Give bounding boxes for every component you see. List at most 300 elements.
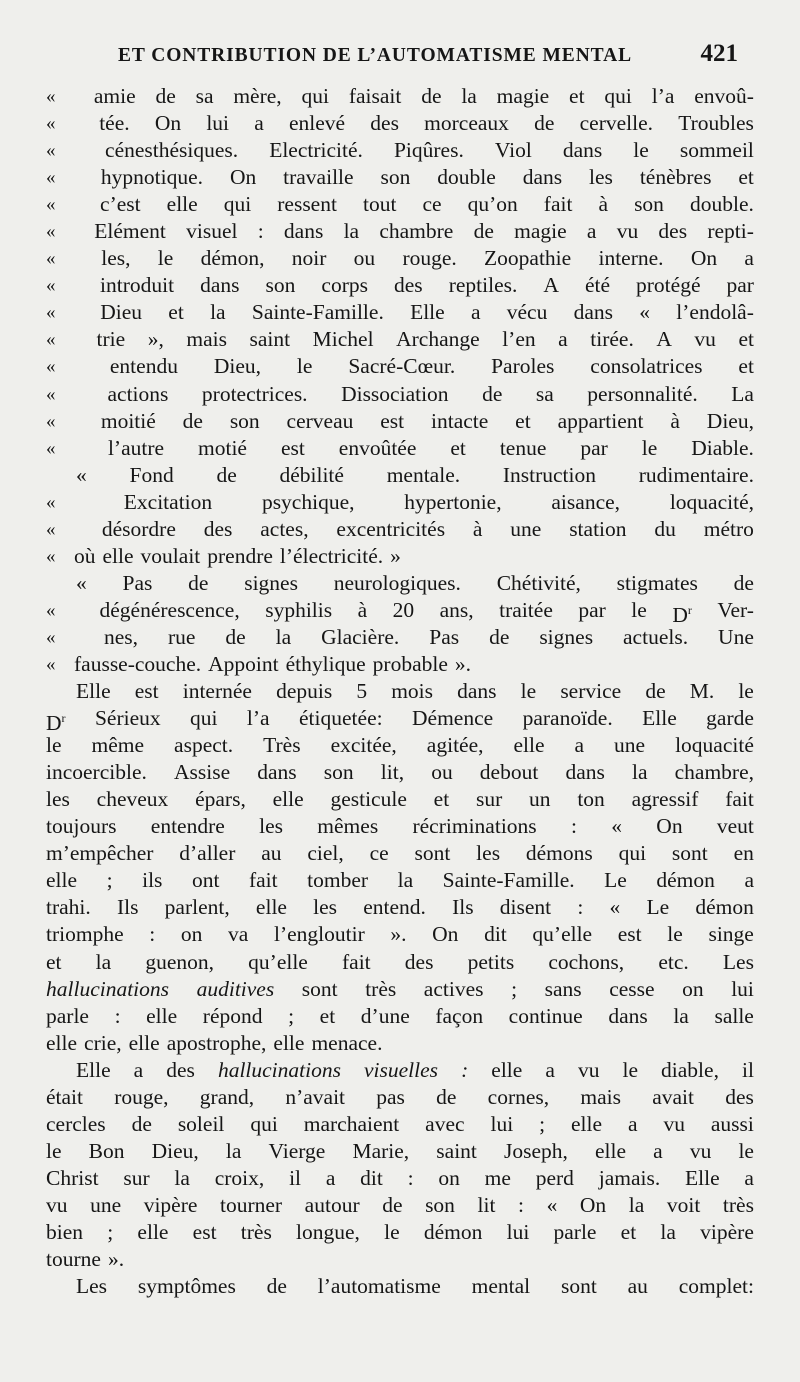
text-line [46, 516, 754, 543]
word: fait [725, 787, 754, 812]
word: il [289, 1165, 302, 1190]
text-line [46, 1192, 754, 1219]
word: d’une [360, 1003, 410, 1028]
word: Sérieux [94, 706, 161, 731]
word: me [484, 1165, 511, 1190]
word: : [149, 922, 156, 947]
word: saint [436, 1138, 477, 1163]
word: syphilis [265, 597, 333, 622]
word: lui [506, 1219, 530, 1244]
word: son [634, 192, 664, 217]
text-line [46, 245, 754, 272]
word: de [155, 84, 176, 108]
word: pas [376, 1084, 405, 1109]
word: tourner [220, 1192, 283, 1217]
word: consolatrices [590, 354, 703, 379]
word: interne. [598, 246, 664, 271]
word: On [432, 922, 459, 947]
word: Excitation [123, 489, 213, 514]
word: « [76, 570, 87, 595]
word: et [738, 165, 754, 190]
word: à [670, 408, 680, 433]
word: et [569, 84, 585, 108]
quote-mark: « [46, 653, 56, 675]
word: la [397, 868, 414, 893]
word: et [515, 408, 531, 433]
word: vu [46, 1192, 68, 1217]
word: cénesthésiques. [105, 138, 239, 163]
word: tomber [307, 868, 369, 893]
word: dans [457, 679, 497, 704]
word: lui [731, 976, 754, 1001]
word: personnalité. [587, 381, 698, 406]
word: le [157, 246, 174, 271]
word: agitée, [426, 733, 484, 758]
text-line [46, 759, 754, 786]
word: par [578, 597, 606, 622]
word: on [438, 1165, 460, 1190]
word: n’avait [285, 1084, 346, 1109]
word: Christ [46, 1165, 99, 1190]
word: Elle [685, 1165, 720, 1190]
word: stigmates [616, 570, 698, 595]
word: de [382, 1192, 403, 1217]
word: Dieu, [706, 408, 754, 433]
word: actes, [260, 516, 309, 541]
word: mois [391, 679, 434, 704]
word: et [319, 1003, 336, 1028]
word: Fond [129, 462, 174, 487]
word: de [733, 570, 754, 595]
word: amie [93, 84, 136, 108]
word: de [489, 624, 510, 649]
word: voit [666, 1192, 701, 1217]
word: très [365, 976, 397, 1001]
word: Démence [412, 706, 494, 731]
word: : [577, 895, 584, 920]
word: et [450, 435, 466, 460]
word: $D^r$ [46, 711, 66, 736]
word: l’électricité. [279, 543, 384, 568]
word: elle [595, 1138, 627, 1163]
word: a [627, 1111, 638, 1136]
word: vu [577, 1057, 600, 1082]
word: Dieu, [151, 1138, 199, 1163]
word: éthylique [285, 651, 366, 676]
word: tout [362, 192, 397, 217]
word: a [653, 1138, 663, 1163]
word: : [114, 1003, 121, 1028]
text-line [46, 489, 754, 516]
quote-mark: « [46, 599, 56, 621]
word: jamais. [598, 1165, 661, 1190]
word: crie, [84, 1030, 122, 1055]
quote-mark: « [46, 86, 56, 107]
word: vu [663, 1111, 685, 1136]
word: trahi. [46, 895, 91, 920]
word: mêmes [317, 814, 379, 839]
word: chambre [379, 219, 454, 244]
word: debout [479, 760, 539, 785]
word: dans [573, 300, 614, 325]
word: soleil [177, 1111, 225, 1136]
word: été [584, 273, 610, 298]
word: c’est [100, 192, 141, 217]
word: entendre [150, 814, 225, 839]
word: On [656, 814, 683, 839]
body-text [46, 83, 754, 1300]
quote-mark: « [46, 410, 56, 432]
word: vipère [143, 1192, 198, 1217]
word: les [313, 895, 338, 920]
text-line [46, 597, 754, 627]
word: à [598, 192, 609, 217]
word: la [673, 1003, 689, 1028]
word: elle [102, 543, 134, 568]
word: garde [706, 706, 754, 731]
word: reptiles. [448, 273, 518, 298]
text-line [46, 1084, 754, 1111]
word: de [225, 624, 246, 649]
word: ans, [439, 597, 474, 622]
text-line [46, 570, 754, 597]
running-title: ET CONTRIBUTION DE L’AUTOMATISME MENTAL [118, 45, 633, 66]
word: mais [580, 1084, 621, 1109]
word: loquacité, [669, 489, 754, 514]
word: l’en [502, 327, 536, 352]
quote-mark: « [46, 221, 56, 243]
word: A [656, 327, 672, 352]
word: ». [454, 651, 471, 676]
text-line [46, 353, 754, 380]
page-number: 421 [700, 40, 738, 67]
word: la [660, 1219, 676, 1244]
word: 20 [392, 597, 415, 622]
word: la [95, 949, 112, 974]
word: a [254, 111, 264, 136]
text-line [46, 1273, 754, 1300]
word: elle [272, 787, 304, 812]
text-line [46, 1138, 754, 1165]
word: ; [106, 868, 113, 893]
word: elle [513, 733, 545, 758]
word: petits [467, 949, 515, 974]
word: un [529, 787, 551, 812]
word: va [228, 922, 249, 947]
word: par [580, 435, 608, 460]
quote-mark: « [46, 383, 56, 405]
word: qu’on [467, 192, 518, 217]
word: Pas [429, 624, 460, 649]
word: » [390, 543, 401, 568]
text-line [46, 624, 754, 651]
word: station [569, 516, 627, 541]
word: lui [206, 111, 230, 136]
word: la [461, 84, 477, 108]
word: à [472, 516, 483, 541]
word: actuels. [623, 624, 689, 649]
word: Viol [494, 138, 532, 163]
word: le [384, 1219, 400, 1244]
word: cheveux [96, 787, 169, 812]
word: Elément [94, 219, 166, 244]
word: vécu [506, 300, 548, 325]
word: trie [96, 327, 126, 352]
word: ; [539, 1111, 546, 1136]
text-line [46, 840, 754, 867]
word: dans [608, 1003, 648, 1028]
word: : [407, 1165, 414, 1190]
text-line [46, 1111, 754, 1138]
word: a [470, 300, 481, 325]
word: sont [560, 1274, 597, 1299]
word: du [654, 516, 676, 541]
word: elle [166, 192, 198, 217]
word: psychique, [261, 489, 355, 514]
word: Sainte-Famille. [251, 300, 384, 325]
word: récriminations [412, 814, 537, 839]
word: des [203, 516, 233, 541]
word: la [628, 1192, 645, 1217]
text-line [46, 976, 754, 1003]
word: signes [244, 570, 298, 595]
word: internée [182, 679, 252, 704]
word: elle [491, 1057, 523, 1082]
word: tenue [499, 435, 547, 460]
word: « [639, 300, 651, 325]
word: sa [195, 84, 214, 108]
text-line [46, 1057, 754, 1084]
word: la [631, 760, 648, 785]
word: par [726, 273, 754, 298]
word: excentricités [336, 516, 446, 541]
quote-mark: « [46, 113, 56, 135]
text-line [46, 191, 754, 218]
word: Le [604, 868, 627, 893]
quote-mark: « [46, 437, 56, 459]
quote-mark: « [46, 194, 56, 216]
word: Elle [76, 679, 111, 704]
word: ils [142, 868, 163, 893]
word: Archange [396, 327, 480, 352]
word: A [543, 273, 559, 298]
quote-mark: « [46, 518, 56, 540]
word: sans [544, 976, 582, 1001]
word: le [738, 1138, 754, 1163]
word: vu [694, 327, 716, 352]
word: de [436, 1084, 457, 1109]
word: Michel [312, 327, 374, 352]
word: le [633, 138, 649, 163]
text-line [46, 705, 754, 736]
word: diable, [661, 1057, 719, 1082]
word: introduit [100, 273, 175, 298]
word: double. [689, 192, 754, 217]
word: mère, [233, 84, 282, 108]
word: Electricité. [269, 138, 363, 163]
word: m’empêcher [46, 841, 154, 866]
text-line [46, 381, 754, 408]
word: le [622, 1057, 638, 1082]
word: : [570, 814, 577, 839]
word: sa [535, 381, 554, 406]
quote-mark: « [46, 167, 56, 189]
word: ont [191, 868, 220, 893]
word: service [560, 679, 622, 704]
word: elle [46, 868, 78, 893]
word: tirée. [590, 327, 634, 352]
word: sur [123, 1165, 150, 1190]
word: cochons, [548, 949, 625, 974]
word: rouge, [114, 1084, 169, 1109]
word: Chétivité, [496, 570, 581, 595]
quote-mark: « [46, 545, 56, 567]
word: hypertonie, [404, 489, 502, 514]
text-line [46, 1246, 754, 1273]
word: loquacité [675, 733, 754, 758]
word: et [168, 300, 184, 325]
word: étiquetée: [299, 706, 383, 731]
text-line [46, 921, 754, 948]
word: épars, [195, 787, 246, 812]
word: magie [514, 219, 567, 244]
quote-mark: « [46, 275, 56, 297]
word: son [425, 1192, 455, 1217]
word: est [280, 435, 305, 460]
word: parle [553, 1219, 597, 1244]
quote-mark: « [46, 329, 56, 351]
word: rudimentaire. [638, 462, 754, 487]
word: Glacière. [321, 624, 400, 649]
word: Elle [410, 300, 445, 325]
word: : [257, 219, 264, 244]
text-line [46, 678, 754, 705]
word: vu [616, 219, 639, 244]
word: « [76, 462, 87, 487]
word: de [216, 462, 237, 487]
word: guenon, [145, 949, 215, 974]
word: de [188, 570, 209, 595]
word: $D^r$ [672, 602, 692, 627]
word: les [46, 787, 70, 812]
text-line [46, 813, 754, 840]
word: le [738, 679, 754, 704]
word: depuis [276, 679, 333, 704]
word: Assise [174, 760, 231, 785]
word: a [133, 1057, 144, 1082]
word: en [733, 841, 754, 866]
word: corps [321, 273, 368, 298]
quote-mark: « [46, 626, 56, 648]
word: symptômes [137, 1274, 236, 1299]
word: bien [46, 1219, 84, 1244]
word: hypnotique. [100, 165, 204, 190]
word: Les [76, 1274, 108, 1299]
word: de [421, 84, 442, 108]
word: on [682, 976, 704, 1001]
quote-mark: « [46, 491, 56, 513]
word: elle [146, 1003, 178, 1028]
word: On [154, 111, 182, 136]
word: au [627, 1274, 648, 1299]
word: ton [577, 787, 605, 812]
word: qu’elle [248, 949, 308, 974]
quote-mark: « [46, 302, 56, 324]
word: sur [475, 787, 503, 812]
word: noir [291, 246, 327, 271]
word: parlent, [164, 895, 230, 920]
word: On [579, 1192, 607, 1217]
word: la [225, 1138, 242, 1163]
word: l’automatisme [317, 1274, 441, 1299]
word: très [240, 1219, 272, 1244]
text-line [46, 164, 754, 191]
word: Le [646, 895, 670, 920]
word: Bon [88, 1138, 125, 1163]
word: les [589, 165, 613, 190]
word: visuelles [364, 1057, 439, 1082]
word: on [180, 922, 203, 947]
word: le [641, 435, 658, 460]
word: apostrophe, [166, 1030, 267, 1055]
word: dans [522, 165, 563, 190]
word: les, [101, 246, 131, 271]
word: les [259, 814, 283, 839]
word: l’a [651, 84, 675, 108]
word: ou [353, 246, 376, 271]
word: où [74, 543, 96, 568]
word: de [645, 679, 666, 704]
word: aisance, [551, 489, 621, 514]
word: enlevé [288, 111, 346, 136]
word: l’engloutir [273, 922, 365, 947]
word: lit, [380, 760, 405, 785]
word: dans [283, 219, 324, 244]
word: mentale. [386, 462, 461, 487]
word: ». [107, 1247, 125, 1272]
word: démon [423, 1219, 483, 1244]
word: qui [190, 706, 218, 731]
word: entend. [363, 895, 426, 920]
word: rouge. [402, 246, 457, 271]
text-line [46, 1003, 754, 1030]
word: aussi [710, 1111, 754, 1136]
word: actions [107, 381, 169, 406]
word: : [518, 1192, 524, 1217]
word: chambre, [674, 760, 754, 785]
text-line [46, 894, 754, 921]
word: la [343, 219, 360, 244]
word: des [725, 1084, 754, 1109]
word: de [534, 111, 555, 136]
word: neurologiques. [333, 570, 461, 595]
word: a [325, 1165, 336, 1190]
word: aspect. [174, 733, 234, 758]
word: envoûtée [338, 435, 417, 460]
word: et [46, 949, 62, 974]
word: a [744, 868, 754, 893]
word: des [166, 1057, 195, 1082]
word: nes, [103, 624, 138, 649]
word: le [296, 354, 313, 379]
word: Une [718, 624, 754, 649]
word: d’aller [179, 841, 236, 866]
word: fausse-couche. [74, 651, 202, 676]
word: prendre [207, 543, 273, 568]
word: et [620, 1219, 637, 1244]
word: Sacré-Cœur. [348, 354, 456, 379]
word: hallucinations [46, 976, 170, 1001]
